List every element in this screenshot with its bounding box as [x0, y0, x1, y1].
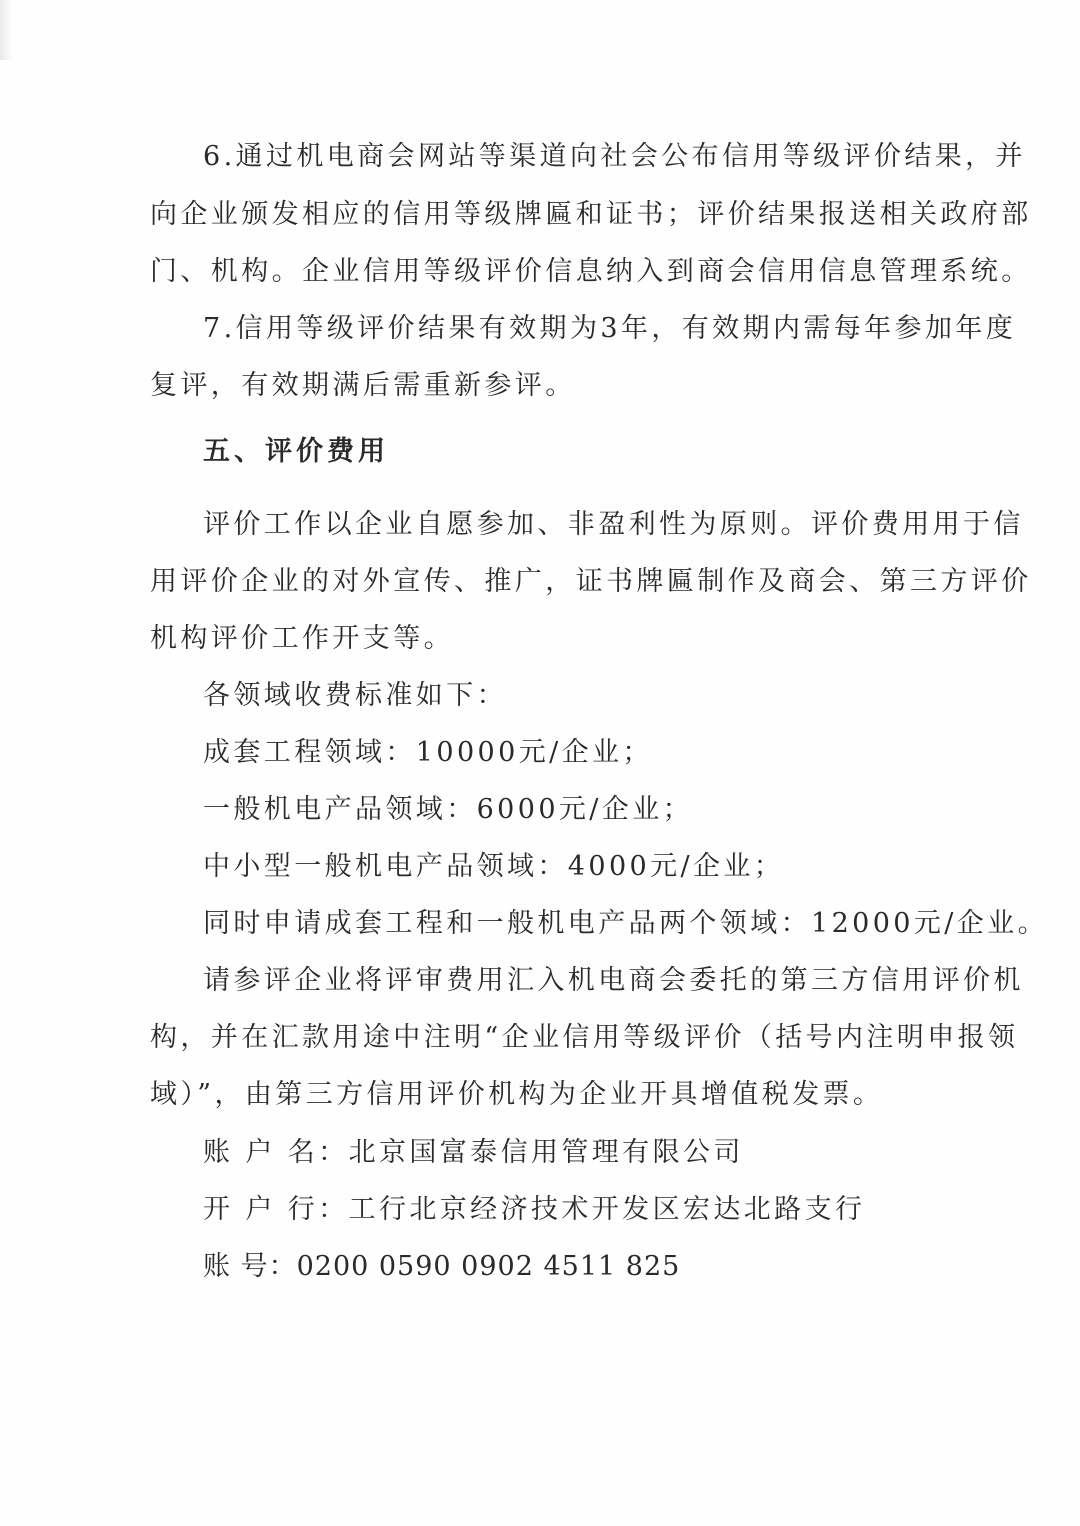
paragraph-line: 构，并在汇款用途中注明“企业信用等级评价（括号内注明申报领: [150, 1022, 1019, 1053]
paragraph-line: 各领域收费标准如下：: [203, 680, 507, 711]
paragraph-line: 域）”，由第三方信用评价机构为企业开具增值税发票。: [150, 1079, 884, 1110]
paragraph-line: 用评价企业的对外宣传、推广，证书牌匾制作及商会、第三方评价: [150, 566, 1032, 597]
paragraph-line: 6.通过机电商会网站等渠道向社会公布信用等级评价结果，并: [203, 141, 1026, 172]
fee-item: 中小型一般机电产品领域：4000元/企业；: [203, 851, 785, 882]
paragraph-line: 评价工作以企业自愿参加、非盈利性为原则。评价费用用于信: [203, 509, 1024, 540]
fee-item: 成套工程领域：10000元/企业；: [203, 737, 653, 768]
paragraph-line: 复评，有效期满后需重新参评。: [150, 370, 576, 401]
paragraph-line: 机构评价工作开支等。: [150, 623, 454, 654]
section-heading: 五、评价费用: [203, 436, 389, 467]
account-name: 账 户 名：北京国富泰信用管理有限公司: [203, 1137, 744, 1168]
scan-edge-shadow: [0, 0, 12, 60]
paragraph-line: 向企业颁发相应的信用等级牌匾和证书；评价结果报送相关政府部: [150, 199, 1032, 230]
fee-item: 同时申请成套工程和一般机电产品两个领域：12000元/企业。: [203, 908, 1048, 939]
paragraph-line: 7.信用等级评价结果有效期为3年，有效期内需每年参加年度: [203, 313, 1017, 344]
paragraph-line: 门、机构。企业信用等级评价信息纳入到商会信用信息管理系统。: [150, 256, 1032, 287]
account-number: 账 号：0200 0590 0902 4511 825: [203, 1251, 681, 1282]
bank-branch: 开 户 行：工行北京经济技术开发区宏达北路支行: [203, 1194, 866, 1225]
fee-item: 一般机电产品领域：6000元/企业；: [203, 794, 694, 825]
paragraph-line: 请参评企业将评审费用汇入机电商会委托的第三方信用评价机: [203, 965, 1024, 996]
